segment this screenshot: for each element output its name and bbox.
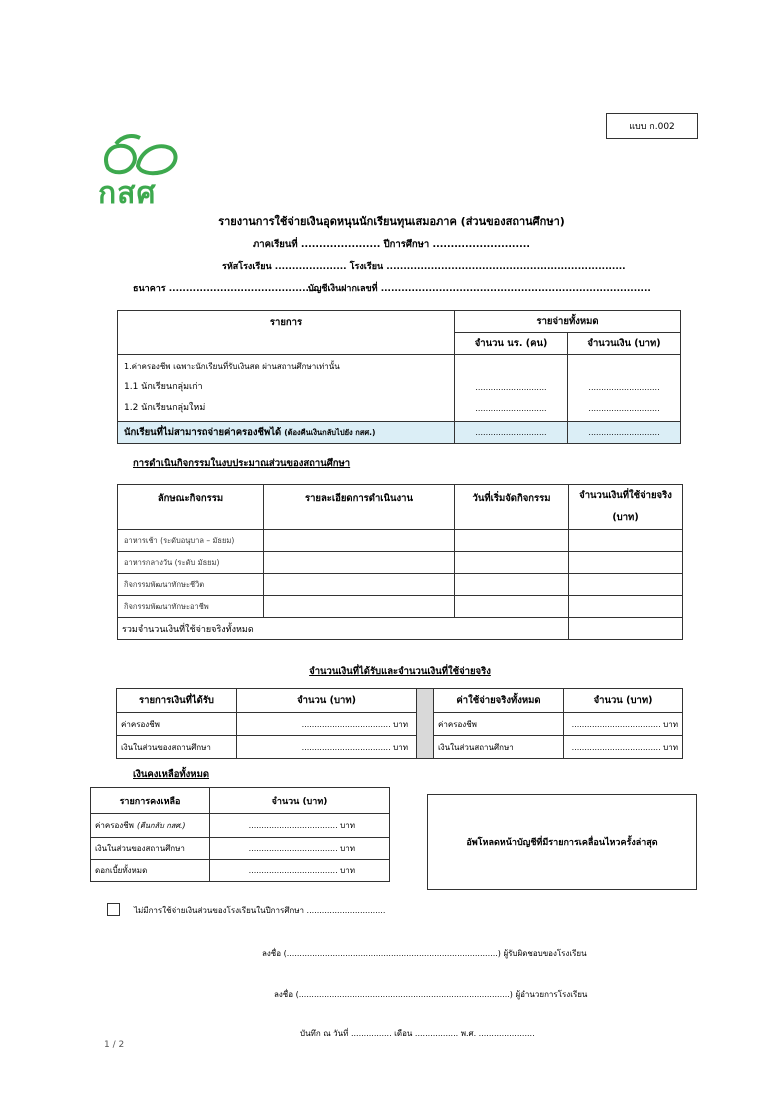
spent-living-cost: ค่าครองชีพ — [438, 719, 477, 729]
living-cost-table — [117, 310, 681, 444]
balance-living-amount[interactable]: ................................... บาท — [248, 821, 355, 830]
total-amount-cell[interactable] — [569, 618, 683, 640]
activity-table — [117, 484, 683, 640]
logo-text: กสศ — [98, 176, 157, 211]
col-spent: ค่าใช้จ่ายจริงทั้งหมด — [434, 689, 564, 713]
date-cell[interactable] — [455, 596, 569, 618]
received-school-amount[interactable]: ................................... บาท — [301, 742, 408, 752]
activity-section-title: การดำเนินกิจกรรมในงบประมาณส่วนของสถานศึกษา — [133, 458, 351, 469]
col-activity-detail: รายละเอียดการดำเนินงาน — [264, 485, 455, 530]
term-line: ภาคเรียนที่ ...................... ปีการศึกษา ........................... — [253, 239, 530, 250]
old-student-label: 1.1 นักเรียนกลุ่มเก่า — [124, 382, 203, 392]
table-row — [118, 574, 683, 596]
activity-breakfast: อาหารเช้า (ระดับอนุบาล – มัธยม) — [124, 535, 235, 545]
no-spending-checkbox[interactable] — [107, 903, 120, 916]
date-cell[interactable] — [455, 552, 569, 574]
detail-cell[interactable] — [264, 596, 455, 618]
table-row — [118, 552, 683, 574]
activity-career-skills: กิจกรรมพัฒนาทักษะอาชีพ — [124, 601, 209, 611]
balance-interest: ดอกเบี้ยทั้งหมด — [95, 866, 148, 875]
amount-cell[interactable] — [569, 552, 683, 574]
date-cell[interactable] — [455, 530, 569, 552]
balance-interest-amount[interactable]: ................................... บาท — [248, 866, 355, 875]
activity-lunch: อาหารกลางวัน (ระดับ มัธยม) — [124, 557, 220, 567]
spent-school-fund: เงินในส่วนสถานศึกษา — [438, 742, 514, 752]
amount-cell[interactable] — [569, 574, 683, 596]
balance-table — [90, 787, 390, 882]
signature-responsible[interactable]: ลงชื่อ (...................................................................................) ผู้รับผิดชอบของโรงเรียน — [262, 949, 587, 958]
detail-cell[interactable] — [264, 574, 455, 596]
signature-director[interactable]: ลงชื่อ (...................................................................................) ผู้อำนวยการโรงเรียน — [274, 990, 588, 999]
upload-label: อัพโหลดหน้าบัญชีที่มีรายการเคลื่อนไหวครั้งล่าสุด — [466, 838, 658, 848]
old-amount-field[interactable]: ............................ — [588, 383, 660, 392]
unpaid-note: (ต้องคืนเงินกลับไปยัง กสศ.) — [284, 428, 376, 437]
balance-school-amount[interactable]: ................................... บาท — [248, 844, 355, 853]
amount-cell[interactable] — [569, 596, 683, 618]
received-school-fund: เงินในส่วนของสถานศึกษา — [121, 742, 211, 752]
total-row — [118, 618, 683, 640]
logo — [98, 132, 182, 212]
unpaid-row — [118, 422, 681, 444]
bank-line: ธนาคาร ............................................ — [133, 284, 320, 294]
table-row — [118, 596, 683, 618]
detail-cell[interactable] — [264, 530, 455, 552]
school-line: รหัสโรงเรียน ..................... โรงเรียน ...................................................................... — [222, 262, 626, 272]
unpaid-count-field[interactable]: ............................ — [475, 428, 547, 437]
table-row — [118, 530, 683, 552]
upload-bank-statement-box[interactable] — [427, 794, 697, 890]
col-balance-amount: จำนวน (บาท) — [210, 788, 390, 814]
form-code: แบบ ก.002 — [629, 122, 675, 132]
unpaid-label: นักเรียนที่ไม่สามารถจ่ายค่าครองชีพได้ — [124, 427, 282, 438]
new-count-field[interactable]: ............................ — [475, 404, 547, 413]
living-cost-label: 1.ค่าครองชีพ เฉพาะนักเรียนที่รับเงินสด ผ่านสถานศึกษาเท่านั้น — [124, 362, 340, 371]
account-line: บัญชีเงินฝากเลขที่ ............................................................................... — [308, 284, 651, 294]
received-spent-table — [116, 688, 683, 759]
col-received: รายการเงินที่ได้รับ — [117, 689, 237, 713]
balance-section-title: เงินคงเหลือทั้งหมด — [133, 769, 210, 780]
col-student-count: จำนวน นร. (คน) — [455, 333, 568, 355]
unpaid-amount-field[interactable]: ............................ — [588, 428, 660, 437]
col-activity-type: ลักษณะกิจกรรม — [118, 485, 264, 530]
received-living-cost: ค่าครองชีพ — [121, 719, 160, 729]
balance-school-fund: เงินในส่วนของสถานศึกษา — [95, 844, 185, 853]
form-code-box — [606, 113, 698, 139]
page-number: 1 / 2 — [104, 1040, 125, 1050]
form-title: รายงานการใช้จ่ายเงินอุดหนุนนักเรียนทุนเสมอภาค (ส่วนของสถานศึกษา) — [218, 215, 565, 228]
col-spent-amount: จำนวน (บาท) — [564, 689, 683, 713]
new-amount-field[interactable]: ............................ — [588, 404, 660, 413]
activity-total-label: รวมจำนวนเงินที่ใช้จ่ายจริงทั้งหมด — [122, 624, 254, 635]
divider — [417, 689, 434, 759]
col-total: รายจ่ายทั้งหมด — [455, 311, 681, 333]
spent-living-amount[interactable]: ................................... บาท — [571, 719, 678, 729]
col-received-amount: จำนวน (บาท) — [237, 689, 417, 713]
col-activity-date: วันที่เริ่มจัดกิจกรรม — [455, 485, 569, 530]
balance-living-note: (คืนกลับ กสศ.) — [136, 821, 186, 830]
activity-life-skills: กิจกรรมพัฒนาทักษะชีวิต — [124, 579, 205, 589]
date-cell[interactable] — [455, 574, 569, 596]
amount-cell[interactable] — [569, 530, 683, 552]
balance-living-cost: ค่าครองชีพ — [95, 821, 134, 830]
received-living-amount[interactable]: ................................... บาท — [301, 719, 408, 729]
received-section-title: จำนวนเงินที่ได้รับและจำนวนเงินที่ใช้จ่ายจริง — [309, 666, 491, 677]
col-amount: จำนวนเงิน (บาท) — [568, 333, 681, 355]
spent-school-amount[interactable]: ................................... บาท — [571, 742, 678, 752]
col-activity-amount: จำนวนเงินที่ใช้จ่ายจริง (บาท) — [569, 485, 683, 530]
col-balance-item: รายการคงเหลือ — [91, 788, 210, 814]
no-spending-label: ไม่มีการใช้จ่ายเงินส่วนของโรงเรียนในปีการศึกษา ............................... — [134, 906, 386, 915]
old-count-field[interactable]: ............................ — [475, 383, 547, 392]
new-student-label: 1.2 นักเรียนกลุ่มใหม่ — [124, 403, 206, 413]
record-date[interactable]: บันทึก ณ วันที่ ................ เดือน ................. พ.ศ. ...................... — [300, 1029, 535, 1038]
logo-leaf-icon — [98, 132, 182, 180]
col-items: รายการ — [118, 311, 455, 355]
detail-cell[interactable] — [264, 552, 455, 574]
